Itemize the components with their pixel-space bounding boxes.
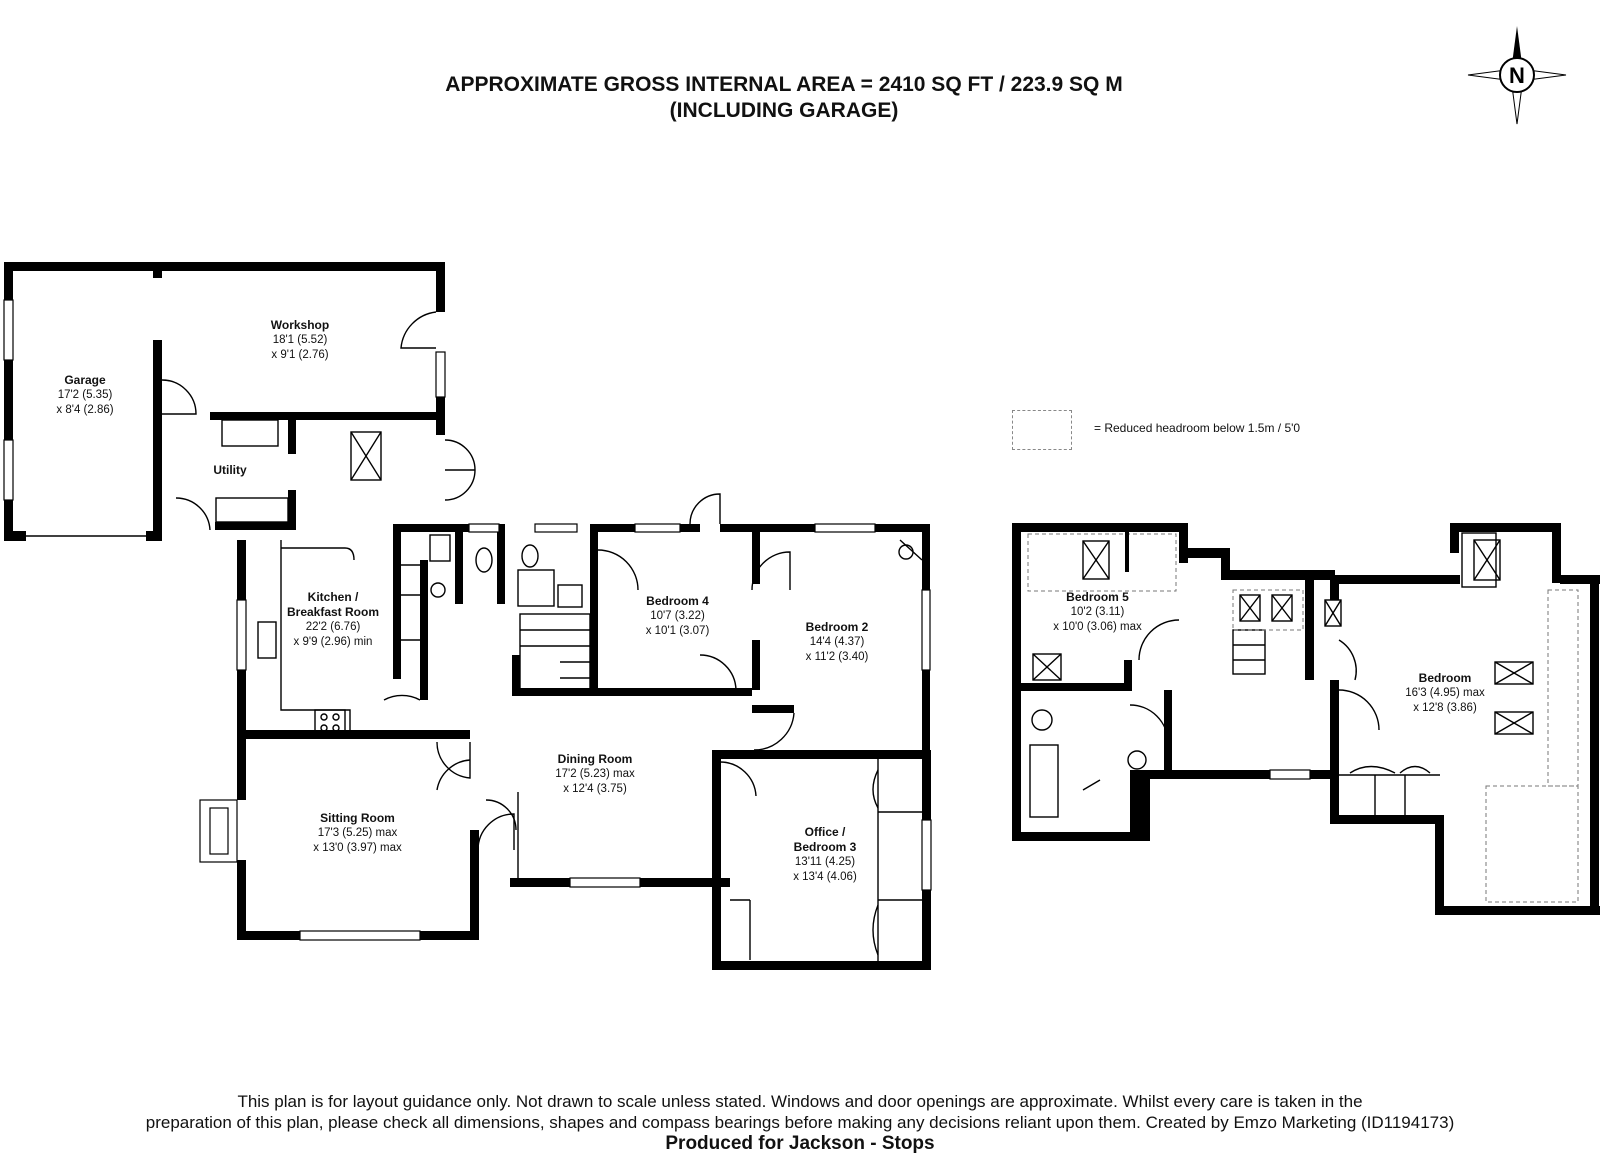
room-dim: x 10'0 (3.06) max	[1053, 621, 1142, 633]
compass-letter: N	[1509, 63, 1525, 88]
room-utility	[200, 463, 260, 478]
room-dim: x 10'1 (3.07)	[645, 625, 710, 637]
room-bedroom-first	[1390, 671, 1500, 716]
produced-for: Produced for Jackson - Stops	[665, 1133, 935, 1154]
room-dim: 17'2 (5.35)	[57, 389, 113, 401]
room-dim: 17'2 (5.23) max	[555, 768, 635, 780]
room-dim: 16'3 (4.95) max	[1405, 687, 1485, 699]
room-name: Bedroom 5	[1066, 590, 1129, 604]
room-workshop	[245, 318, 355, 363]
room-name: Garage	[64, 373, 106, 387]
room-name: Utility	[213, 463, 247, 477]
area-title-line2: (INCLUDING GARAGE)	[669, 99, 899, 122]
room-dim: x 12'8 (3.86)	[1413, 702, 1477, 714]
room-bedroom2	[782, 620, 892, 665]
room-dim: 10'7 (3.22)	[650, 610, 705, 622]
room-name: Bedroom	[1418, 671, 1472, 685]
room-garage	[35, 373, 135, 418]
room-name: Kitchen /	[307, 590, 359, 604]
room-name: Office /	[804, 825, 846, 839]
room-dim: 17'3 (5.25) max	[317, 827, 398, 839]
room-dim: x 8'4 (2.86)	[56, 404, 114, 416]
first-floor-walls	[1012, 523, 1600, 915]
room-name: Sitting Room	[320, 811, 395, 825]
disclaimer-line1: This plan is for layout guidance only. Not drawn to scale unless stated. Windows and door openings are approximate. Whilst every care is taken in the	[237, 1092, 1363, 1111]
room-dim: x 9'9 (2.96) min	[293, 636, 373, 648]
room-dim: x 9'1 (2.76)	[271, 349, 329, 361]
room-sitting	[295, 811, 420, 856]
room-dim: 10'2 (3.11)	[1070, 606, 1125, 618]
room-name: Bedroom 4	[646, 594, 709, 608]
room-dim: x 12'4 (3.75)	[563, 783, 627, 795]
room-name: Bedroom 2	[805, 620, 869, 634]
room-name: Breakfast Room	[286, 605, 380, 619]
room-dim: x 13'0 (3.97) max	[313, 842, 402, 854]
room-office	[770, 825, 880, 885]
room-dim: x 11'2 (3.40)	[805, 651, 869, 663]
disclaimer-line2: preparation of this plan, please check all dimensions, shapes and compass bearings before making any decisions reliant upon them. Created by Emzo Marketing (ID1194173)	[145, 1113, 1455, 1132]
room-bedroom4	[620, 594, 735, 639]
room-dim: 22'2 (6.76)	[305, 621, 361, 633]
room-dim: 14'4 (4.37)	[809, 636, 865, 648]
room-dining	[535, 752, 655, 797]
room-name: Dining Room	[557, 752, 633, 766]
area-title-line1: APPROXIMATE GROSS INTERNAL AREA = 2410 SQ FT / 223.9 SQ M	[445, 73, 1123, 96]
room-name: Workshop	[270, 318, 330, 332]
legend-swatch	[1012, 410, 1072, 450]
room-dim: x 13'4 (4.06)	[793, 871, 857, 883]
room-name: Bedroom 3	[793, 840, 857, 854]
disclaimer	[0, 1091, 1600, 1154]
room-dim: 13'11 (4.25)	[794, 856, 856, 868]
legend-text: = Reduced headroom below 1.5m / 5'0	[1094, 421, 1301, 435]
room-dim: 18'1 (5.52)	[272, 334, 328, 346]
room-bedroom5	[1035, 590, 1160, 635]
room-kitchen	[268, 590, 398, 650]
